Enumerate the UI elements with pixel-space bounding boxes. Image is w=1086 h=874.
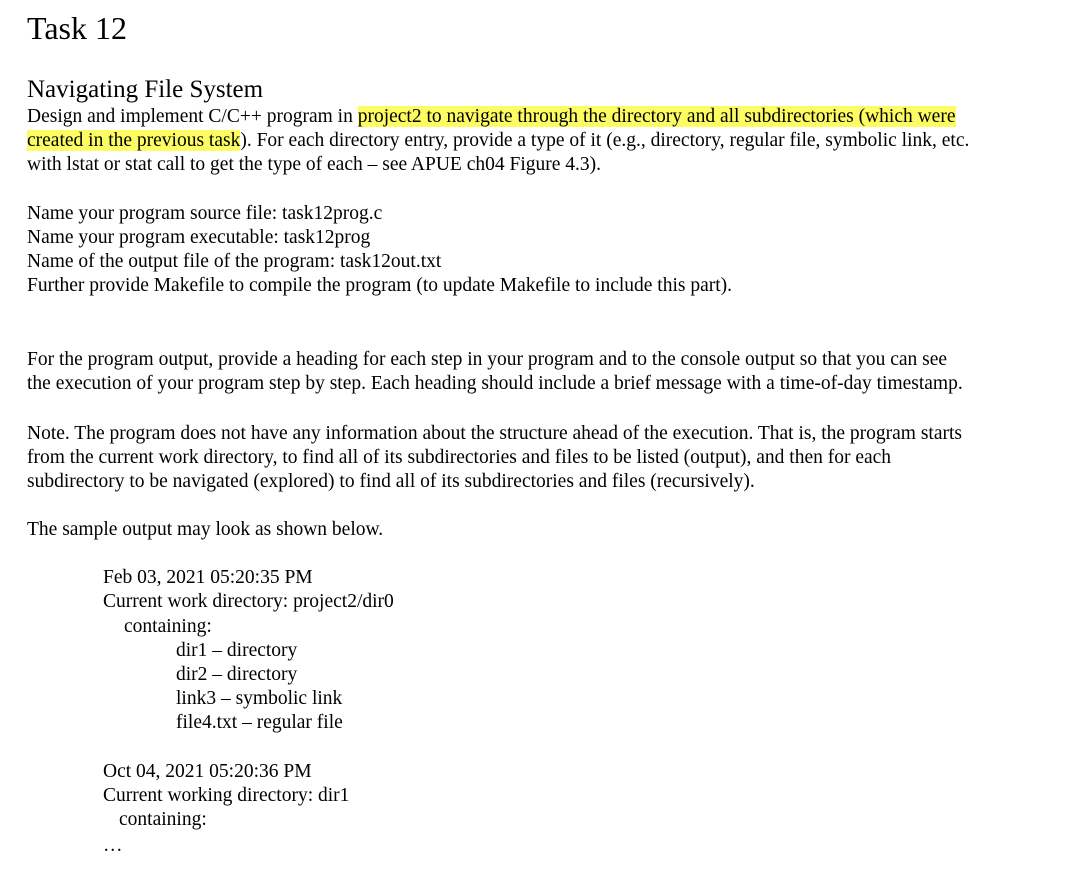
output-file-name: Name of the output file of the program: task12out.txt bbox=[27, 251, 442, 272]
note-para-line-3: subdirectory to be navigated (explored) to find all of its subdirectories and files (recursively). bbox=[27, 471, 755, 492]
intro-highlight-1: project2 to navigate through the directory and all subdirectories (which were bbox=[357, 106, 956, 127]
note-para-line-2: from the current work directory, to find all of its subdirectories and files to be listed (output), and then for each bbox=[27, 447, 892, 468]
output-para-line-1: For the program output, provide a heading for each step in your program and to the console output so that you can see bbox=[27, 349, 948, 370]
output-para-line-2: the execution of your program step by step. Each heading should include a brief message with a time-of-day timestamp. bbox=[27, 373, 963, 394]
sample-2-ellipsis: … bbox=[103, 835, 123, 856]
intro-line-3: with lstat or stat call to get the type of each – see APUE ch04 Figure 4.3). bbox=[27, 154, 602, 175]
makefile-instruction: Further provide Makefile to compile the program (to update Makefile to include this part). bbox=[27, 275, 733, 296]
intro-line-1-text: Design and implement C/C++ program in bbox=[27, 106, 358, 127]
sample-1-entry: dir1 – directory bbox=[176, 640, 298, 661]
sample-1-entry: file4.txt – regular file bbox=[176, 712, 343, 733]
note-para-line-1: Note. The program does not have any information about the structure ahead of the execution. That is, the program starts bbox=[27, 423, 963, 444]
source-file-name: Name your program source file: task12prog.c bbox=[27, 203, 383, 224]
sample-1-containing: containing: bbox=[124, 616, 212, 637]
sample-2-containing: containing: bbox=[119, 809, 207, 830]
sample-1-cwd: Current work directory: project2/dir0 bbox=[103, 591, 394, 612]
task-title: Task 12 bbox=[27, 10, 127, 46]
intro-highlight-2: created in the previous task bbox=[27, 130, 241, 151]
sample-1-timestamp: Feb 03, 2021 05:20:35 PM bbox=[103, 567, 313, 588]
executable-name: Name your program executable: task12prog bbox=[27, 227, 371, 248]
sample-1-entry: dir2 – directory bbox=[176, 664, 298, 685]
intro-line-1 bbox=[27, 105, 956, 129]
section-heading: Navigating File System bbox=[27, 76, 264, 103]
sample-1-entry: link3 – symbolic link bbox=[176, 688, 343, 709]
sample-intro: The sample output may look as shown below. bbox=[27, 519, 384, 540]
intro-line-2 bbox=[27, 129, 969, 153]
sample-2-cwd: Current working directory: dir1 bbox=[103, 785, 350, 806]
sample-2-timestamp: Oct 04, 2021 05:20:36 PM bbox=[103, 761, 312, 782]
intro-line-2-text: ). For each directory entry, provide a type of it (e.g., directory, regular file, symbolic link, etc. bbox=[240, 130, 970, 151]
